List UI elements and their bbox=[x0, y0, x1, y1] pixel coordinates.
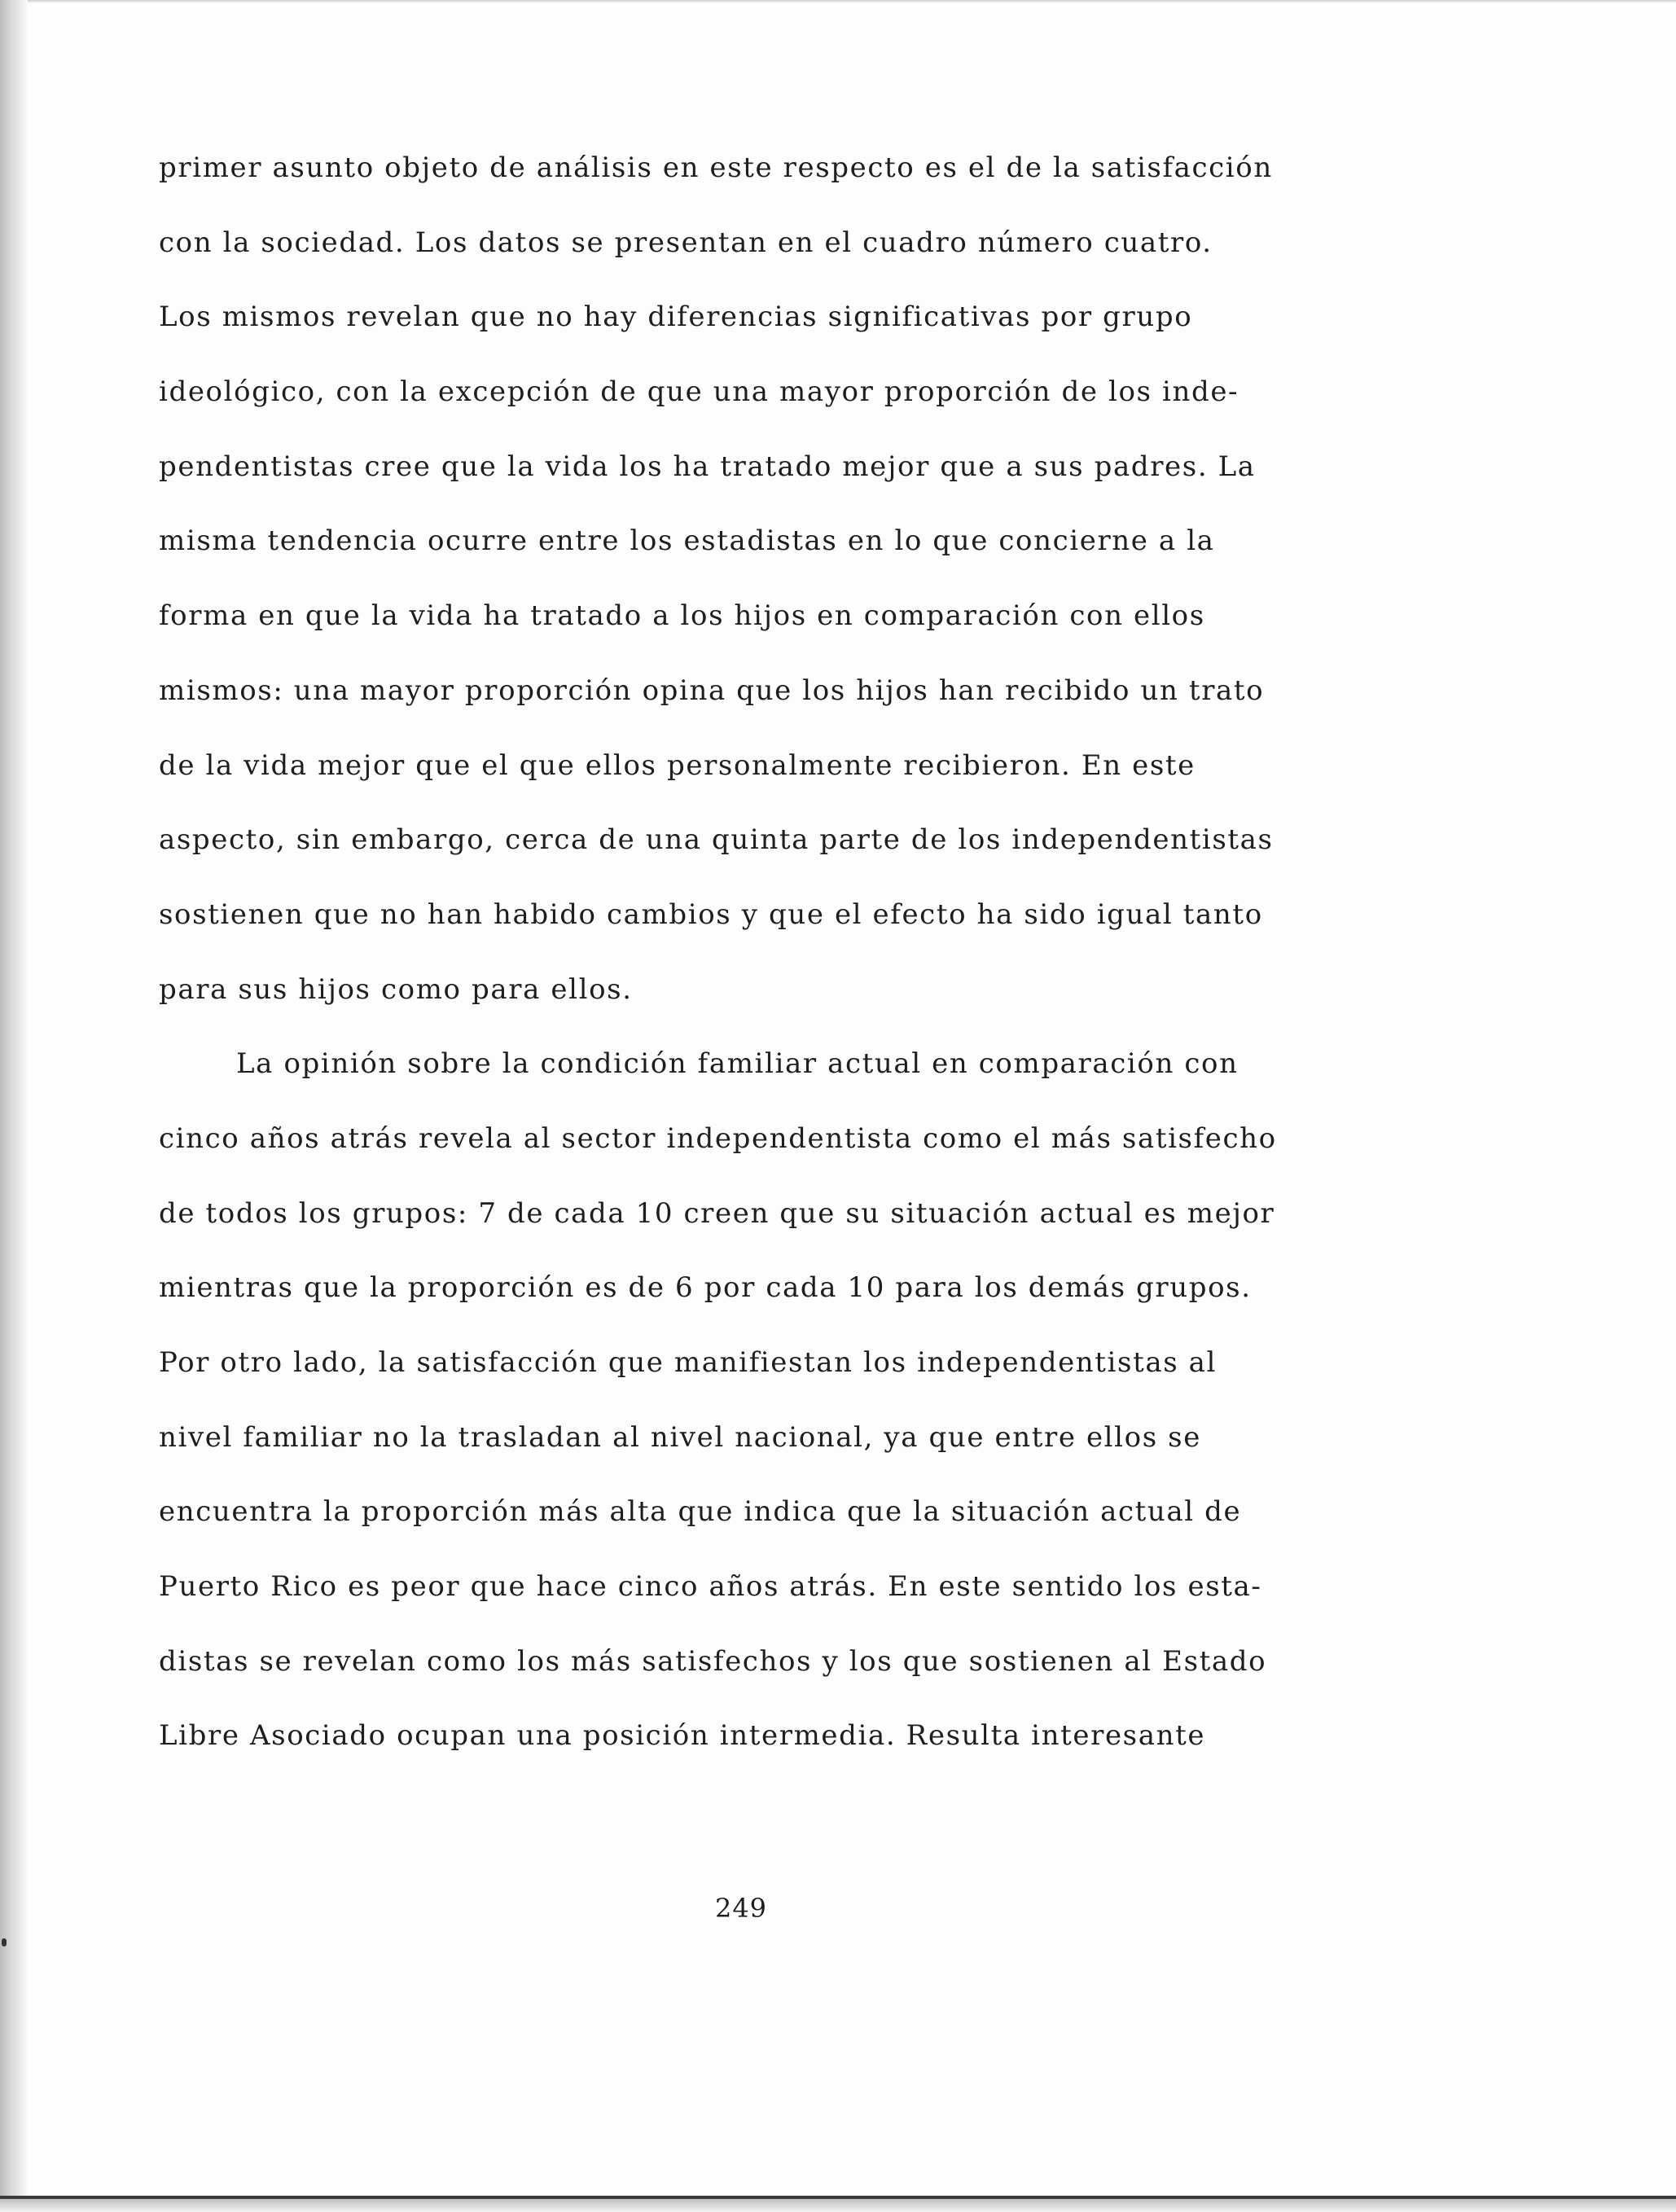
text-line: de la vida mejor que el que ellos personalmente recibieron. En este bbox=[159, 748, 1196, 782]
text-line: cinco años atrás revela al sector independentista como el más satisfecho bbox=[159, 1121, 1277, 1155]
text-line: forma en que la vida ha tratado a los hijos en comparación con ellos bbox=[159, 599, 1205, 633]
scan-speck bbox=[2, 1938, 7, 1946]
text-line: aspecto, sin embargo, cerca de una quinta parte de los independentistas bbox=[159, 823, 1274, 857]
scan-left-edge bbox=[0, 0, 28, 2212]
text-line: Libre Asociado ocupan una posición intermedia. Resulta interesante bbox=[159, 1719, 1206, 1753]
paragraph-start-line: La opinión sobre la condición familiar actual en comparación con bbox=[236, 1047, 1239, 1081]
text-line: sostienen que no han habido cambios y que el efecto ha sido igual tanto bbox=[159, 898, 1263, 931]
text-line: de todos los grupos: 7 de cada 10 creen que su situación actual es mejor bbox=[159, 1196, 1275, 1230]
text-line: mismos: una mayor proporción opina que los hijos han recibido un trato bbox=[159, 674, 1265, 707]
text-line: para sus hijos como para ellos. bbox=[159, 972, 633, 1006]
text-line: Los mismos revelan que no hay diferencias significativas por grupo bbox=[159, 301, 1193, 334]
text-line: mientras que la proporción es de 6 por cada 10 para los demás grupos. bbox=[159, 1271, 1252, 1305]
scan-top-edge bbox=[28, 0, 1676, 3]
text-line: primer asunto objeto de análisis en este respecto es el de la satisfacción bbox=[159, 151, 1273, 184]
text-line: encuentra la proporción más alta que indica que la situación actual de bbox=[159, 1495, 1242, 1529]
text-line: distas se revelan como los más satisfechos y los que sostienen al Estado bbox=[159, 1644, 1267, 1678]
text-line: Por otro lado, la satisfacción que manifiestan los independentistas al bbox=[159, 1346, 1218, 1379]
text-line: nivel familiar no la trasladan al nivel nacional, ya que entre ellos se bbox=[159, 1420, 1201, 1454]
text-line: con la sociedad. Los datos se presentan en el cuadro número cuatro. bbox=[159, 226, 1213, 259]
text-line: pendentistas cree que la vida los ha tratado mejor que a sus padres. La bbox=[159, 450, 1256, 483]
scan-bottom-shadow bbox=[0, 2199, 1676, 2212]
text-line: misma tendencia ocurre entre los estadistas en lo que concierne a la bbox=[159, 524, 1215, 558]
text-line: Puerto Rico es peor que hace cinco años atrás. En este sentido los esta- bbox=[159, 1570, 1262, 1604]
page-number: 249 bbox=[714, 1893, 768, 1924]
text-line: ideológico, con la excepción de que una mayor proporción de los inde- bbox=[159, 375, 1239, 409]
body-text bbox=[159, 143, 1380, 1786]
